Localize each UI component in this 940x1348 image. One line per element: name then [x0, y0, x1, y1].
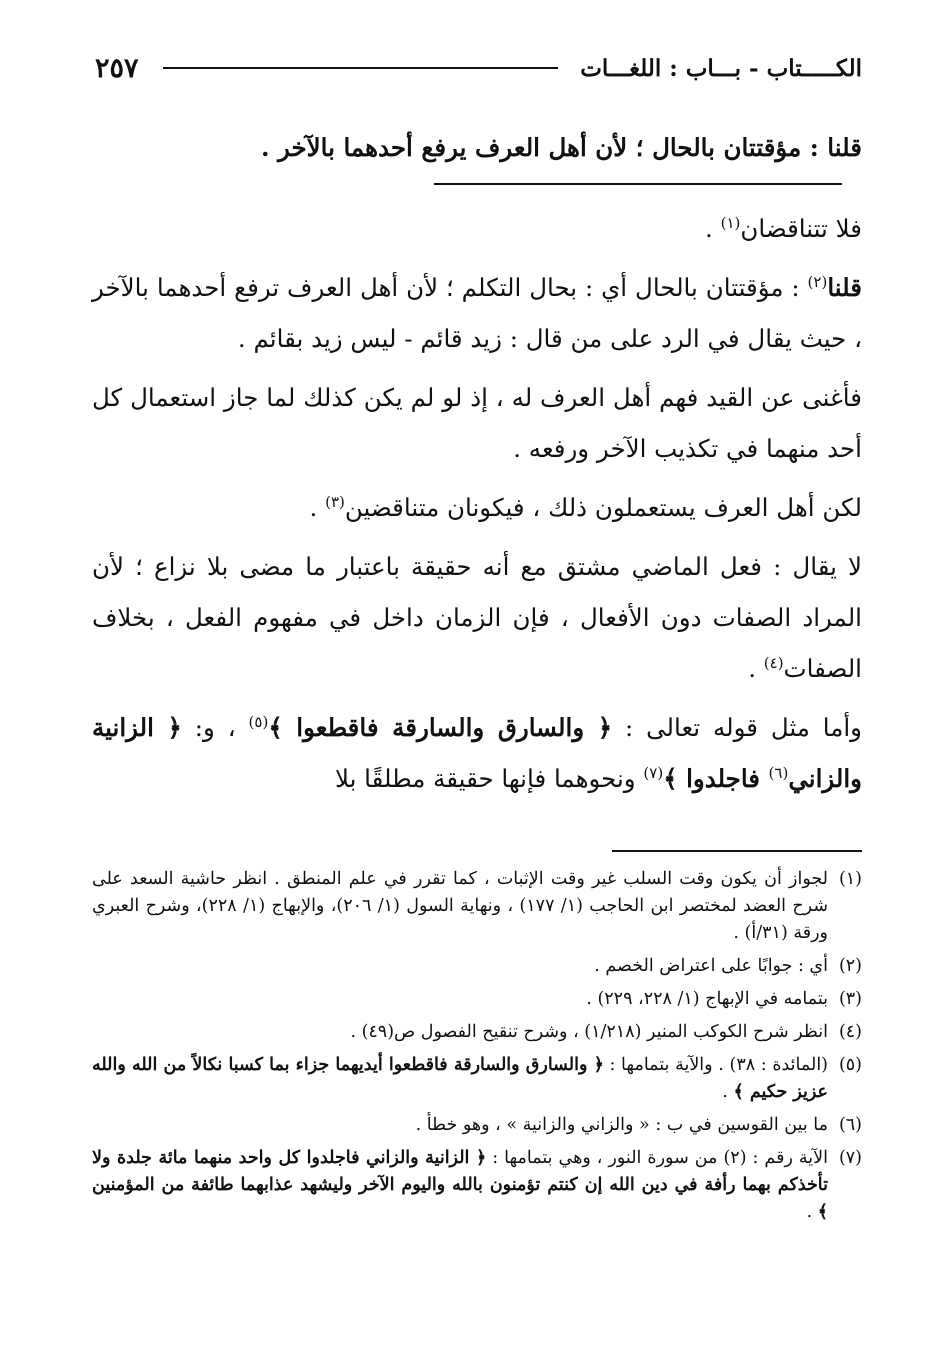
footnote: [92, 1145, 862, 1226]
paragraph-4: [92, 482, 862, 533]
footnote-text-part: ما بين القوسين في ب : « والزاني والزانية » ، وهو خطأ .: [415, 1115, 828, 1135]
footnote-text: [92, 1052, 828, 1106]
footnote-text-part: انظر حاشية السعد على شرح العضد لمختصر ابن الحاجب (١/ ١٧٧) ، ونهاية السول (١/ ٢٠٦)، والإبهاج (١/ ٢٢٨)، وشرح العبري ورقة (٣١/أ) .: [92, 869, 828, 943]
paragraph-5-text: لا يقال : فعل الماضي مشتق مع أنه حقيقة باعتبار ما مضى بلا نزاع ؛ لأن المراد الصفات دون الأفعال ، فإن الزمان داخل في مفهوم الفعل ، بخلاف الصفات: [92, 552, 862, 683]
footnote: [92, 1112, 862, 1139]
header-rule: [163, 67, 559, 69]
footnote: [92, 986, 862, 1013]
paragraph-1-text: فلا تتناقضان: [740, 214, 862, 243]
footnote-ref-3: (٣): [325, 492, 345, 511]
footnote-number: (٧): [838, 1148, 862, 1168]
paragraph-6: [92, 702, 862, 804]
paragraph-1: [92, 203, 862, 254]
footnote-text: [92, 866, 828, 947]
footnote-ref-6: (٦): [768, 763, 789, 782]
footnote-text-part: الآية رقم : (٢) من سورة النور ، وهي بتمامها :: [486, 1148, 828, 1168]
footnote-text: [92, 1019, 828, 1046]
footnote: [92, 1052, 862, 1106]
footnote-verse: ﴿ والسارق والسارقة فاقطعوا أيديهما جزاء بما كسبا نكالاً من الله والله عزيز حكيم ﴾: [92, 1055, 828, 1102]
footnote-number: (٢): [838, 956, 862, 976]
footnote-ref-5: (٥): [248, 712, 269, 731]
footnote-text: [92, 953, 828, 980]
footnote-ref-7: (٧): [643, 763, 664, 782]
paragraph-4-end: .: [309, 493, 326, 522]
footnote-text-part: بتمامه في الإبهاج (١/ ٢٢٨، ٢٢٩) .: [586, 989, 828, 1009]
paragraph-6-tail: ونحوهما فإنها حقيقة مطلقًا بلا: [334, 764, 644, 793]
paragraph-6-mid: ، و:: [181, 713, 249, 742]
footnote: [92, 866, 862, 947]
verse-2-part-2: فاجلدوا ﴾: [663, 764, 769, 793]
footnote-ref-2: (٢): [807, 272, 828, 291]
footnote-text-part: .: [806, 1202, 818, 1222]
page-header: [95, 48, 862, 88]
page-number: ٢٥٧: [95, 52, 139, 84]
footnote-number: (٤): [838, 1022, 862, 1042]
paragraph-6-intro: وأما مثل قوله تعالى :: [612, 713, 862, 742]
footnote-number: (١): [838, 869, 862, 889]
footnote-ref-4: (٤): [763, 653, 784, 672]
paragraph-2-lead: قلنا: [827, 273, 862, 302]
paragraph-4-text: لكن أهل العرف يستعملون ذلك ، فيكونان متناقضين: [344, 493, 862, 522]
verse-2-part-1: ﴿ الزانية والزاني: [92, 713, 862, 793]
footnote-text: [92, 986, 828, 1013]
footnote: [92, 1019, 862, 1046]
footnote-text-part: انظر شرح الكوكب المنير (١/٢١٨) ، وشرح تنقيح الفصول ص(٤٩) .: [350, 1022, 828, 1042]
verse-1: ﴿ والسارق والسارقة فاقطعوا ﴾: [268, 713, 613, 742]
footnote-separator: [612, 850, 862, 852]
footnote-number: (٦): [838, 1115, 862, 1135]
quoted-line-rule: [434, 183, 842, 185]
footnote-text-part: .: [722, 1082, 734, 1102]
footnote: [92, 953, 862, 980]
footnote-text-part: لجواز أن يكون وقت السلب غير وقت الإثبات ، كما تقرر في علم المنطق .: [274, 869, 828, 889]
footnote-number: (٥): [838, 1055, 862, 1075]
paragraph-3: فأغنى عن القيد فهم أهل العرف له ، إذ لو لم يكن كذلك لما جاز استعمال كل أحد منهما في تكذيب الآخر ورفعه .: [92, 383, 862, 463]
footnote-verse: ﴿ الزانية والزاني فاجلدوا كل واحد منهما مائة جلدة ولا تأخذكم بهما رأفة في دين الله إن كنتم تؤمنون بالله واليوم الآخر وليشهد عذابهما طائفة من المؤمنين ﴾: [92, 1148, 828, 1222]
paragraph-2-text: : مؤقتتان بالحال أي : بحال التكلم ؛ لأن أهل العرف ترفع أحدهما بالآخر ، حيث يقال في الرد على من قال : زيد قائم - ليس زيد بقائم .: [92, 273, 862, 353]
main-text: [92, 122, 862, 804]
quoted-line: قلنا : مؤقتتان بالحال ؛ لأن أهل العرف يرفع أحدهما بالآخر .: [260, 133, 862, 162]
paragraph-1-end: .: [705, 214, 721, 243]
footnote-number: (٣): [838, 989, 862, 1009]
running-title: الكـــــتاب - بـــاب : اللغـــات: [580, 54, 862, 82]
footnotes: [92, 866, 862, 1232]
footnote-ref-1: (١): [720, 213, 741, 232]
paragraph-5-end: .: [748, 654, 764, 683]
paragraph-5: [92, 541, 862, 694]
footnote-text-part: (المائدة : ٣٨) . والآية بتمامها :: [603, 1055, 829, 1075]
footnote-text: [92, 1145, 828, 1226]
footnote-text-part: أي : جوابًا على اعتراض الخصم .: [594, 956, 828, 976]
paragraph-2: [92, 262, 862, 364]
footnote-text: [92, 1112, 828, 1139]
